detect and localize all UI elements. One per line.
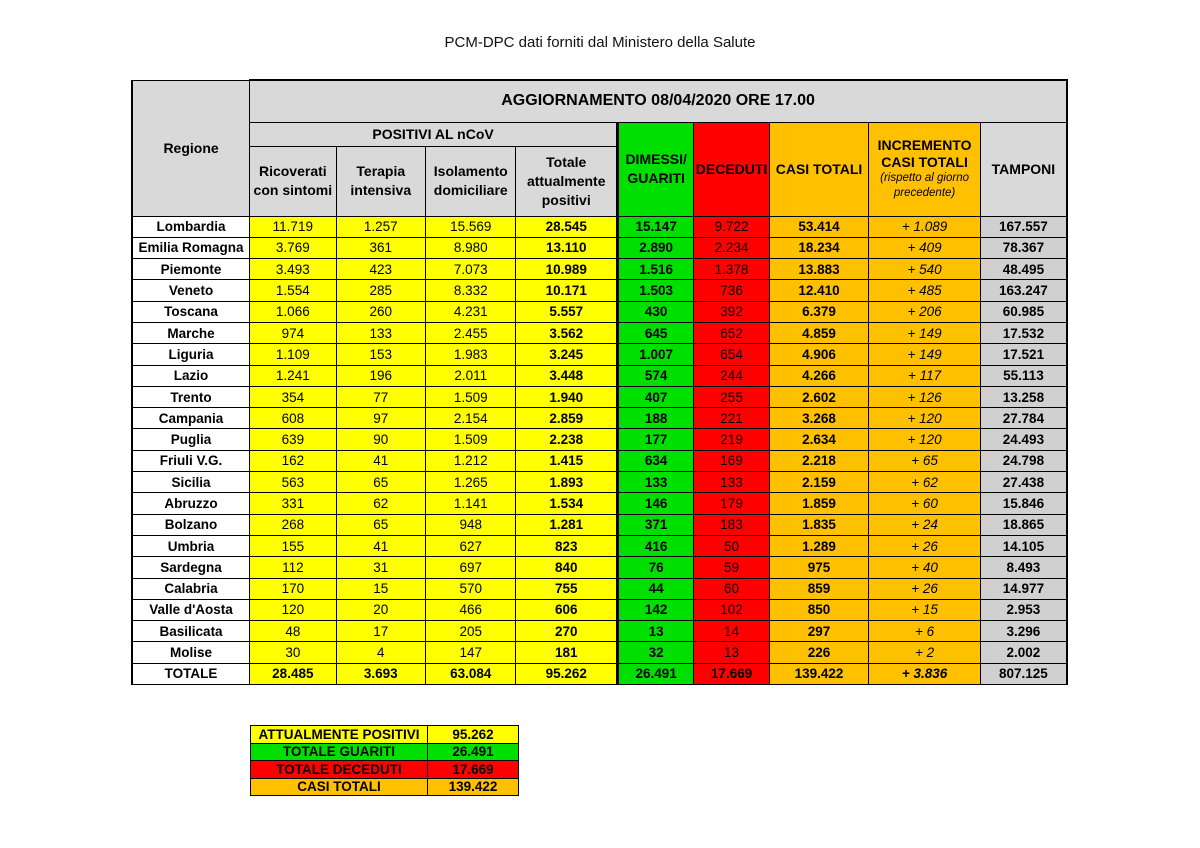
terapia-cell: 4 xyxy=(336,642,425,663)
casi-totali-cell: 4.859 xyxy=(769,322,869,343)
header-casi-totali: CASI TOTALI xyxy=(769,122,869,216)
dimessi-cell: 133 xyxy=(617,472,693,493)
casi-totali-cell: 1.859 xyxy=(769,493,869,514)
dimessi-cell: 188 xyxy=(617,408,693,429)
deceduti-cell: 183 xyxy=(694,514,769,535)
isolamento-cell: 697 xyxy=(426,557,516,578)
terapia-cell: 260 xyxy=(336,301,425,322)
incremento-cell: + 40 xyxy=(869,557,981,578)
summary-label: TOTALE GUARITI xyxy=(251,743,428,761)
ricoverati-cell: 1.066 xyxy=(250,301,336,322)
terapia-cell: 1.257 xyxy=(336,216,425,237)
table-body xyxy=(132,216,1067,684)
tamponi-cell: 3.296 xyxy=(980,621,1067,642)
tamponi-cell: 78.367 xyxy=(980,237,1067,258)
deceduti-cell: 219 xyxy=(694,429,769,450)
isolamento-cell: 2.154 xyxy=(426,408,516,429)
ricoverati-cell: 608 xyxy=(250,408,336,429)
total-tamponi-cell: 807.125 xyxy=(980,663,1067,684)
tamponi-cell: 27.438 xyxy=(980,472,1067,493)
dimessi-cell: 634 xyxy=(617,450,693,471)
casi-totali-cell: 6.379 xyxy=(769,301,869,322)
isolamento-cell: 570 xyxy=(426,578,516,599)
terapia-cell: 133 xyxy=(336,322,425,343)
deceduti-cell: 392 xyxy=(694,301,769,322)
terapia-cell: 65 xyxy=(336,472,425,493)
table-row xyxy=(132,344,1067,365)
table-row xyxy=(132,237,1067,258)
incremento-cell: + 149 xyxy=(869,344,981,365)
region-name: Bolzano xyxy=(132,514,250,535)
total-isolamento-cell: 63.084 xyxy=(426,663,516,684)
table-row xyxy=(132,365,1067,386)
totale-positivi-cell: 2.859 xyxy=(516,408,618,429)
incremento-cell: + 26 xyxy=(869,535,981,556)
header-ricoverati: Ricoverati con sintomi xyxy=(250,146,336,216)
incremento-cell: + 65 xyxy=(869,450,981,471)
deceduti-cell: 50 xyxy=(694,535,769,556)
tamponi-cell: 14.977 xyxy=(980,578,1067,599)
tamponi-cell: 15.846 xyxy=(980,493,1067,514)
terapia-cell: 97 xyxy=(336,408,425,429)
isolamento-cell: 948 xyxy=(426,514,516,535)
region-name: Valle d'Aosta xyxy=(132,599,250,620)
table-row xyxy=(132,472,1067,493)
ricoverati-cell: 120 xyxy=(250,599,336,620)
casi-totali-cell: 226 xyxy=(769,642,869,663)
summary-label: ATTUALMENTE POSITIVI xyxy=(251,726,428,744)
totale-positivi-cell: 1.893 xyxy=(516,472,618,493)
ricoverati-cell: 3.493 xyxy=(250,259,336,280)
totale-positivi-cell: 755 xyxy=(516,578,618,599)
totale-positivi-cell: 1.534 xyxy=(516,493,618,514)
header-dimessi: DIMESSI/ GUARITI xyxy=(617,122,693,216)
summary-row xyxy=(251,726,519,744)
table-row xyxy=(132,578,1067,599)
table-row xyxy=(132,216,1067,237)
totale-positivi-cell: 840 xyxy=(516,557,618,578)
deceduti-cell: 244 xyxy=(694,365,769,386)
region-name: Molise xyxy=(132,642,250,663)
terapia-cell: 41 xyxy=(336,535,425,556)
summary-table xyxy=(250,725,519,796)
table-row xyxy=(132,557,1067,578)
summary-row xyxy=(251,743,519,761)
incremento-cell: + 24 xyxy=(869,514,981,535)
deceduti-cell: 221 xyxy=(694,408,769,429)
header-totale-positivi: Totale attualmente positivi xyxy=(516,146,618,216)
dimessi-cell: 416 xyxy=(617,535,693,556)
isolamento-cell: 1.509 xyxy=(426,429,516,450)
dimessi-cell: 1.503 xyxy=(617,280,693,301)
tamponi-cell: 2.953 xyxy=(980,599,1067,620)
tamponi-cell: 48.495 xyxy=(980,259,1067,280)
isolamento-cell: 466 xyxy=(426,599,516,620)
summary-row xyxy=(251,778,519,796)
totale-positivi-cell: 823 xyxy=(516,535,618,556)
isolamento-cell: 8.980 xyxy=(426,237,516,258)
total-deceduti-cell: 17.669 xyxy=(694,663,769,684)
region-name: Lombardia xyxy=(132,216,250,237)
totale-positivi-cell: 1.415 xyxy=(516,450,618,471)
incremento-cell: + 540 xyxy=(869,259,981,280)
casi-totali-cell: 4.266 xyxy=(769,365,869,386)
table-row xyxy=(132,259,1067,280)
casi-totali-cell: 975 xyxy=(769,557,869,578)
tamponi-cell: 24.493 xyxy=(980,429,1067,450)
deceduti-cell: 102 xyxy=(694,599,769,620)
isolamento-cell: 1.265 xyxy=(426,472,516,493)
deceduti-cell: 654 xyxy=(694,344,769,365)
ricoverati-cell: 48 xyxy=(250,621,336,642)
terapia-cell: 62 xyxy=(336,493,425,514)
terapia-cell: 196 xyxy=(336,365,425,386)
table-row xyxy=(132,386,1067,407)
table-row xyxy=(132,450,1067,471)
deceduti-cell: 13 xyxy=(694,642,769,663)
dimessi-cell: 407 xyxy=(617,386,693,407)
isolamento-cell: 2.011 xyxy=(426,365,516,386)
total-casi-totali-cell: 139.422 xyxy=(769,663,869,684)
total-label: TOTALE xyxy=(132,663,250,684)
region-name: Lazio xyxy=(132,365,250,386)
tamponi-cell: 18.865 xyxy=(980,514,1067,535)
ricoverati-cell: 563 xyxy=(250,472,336,493)
update-title: AGGIORNAMENTO 08/04/2020 ORE 17.00 xyxy=(250,80,1067,122)
deceduti-cell: 736 xyxy=(694,280,769,301)
header-terapia: Terapia intensiva xyxy=(336,146,425,216)
total-row xyxy=(132,663,1067,684)
totale-positivi-cell: 10.989 xyxy=(516,259,618,280)
ricoverati-cell: 1.241 xyxy=(250,365,336,386)
total-incremento-cell: + 3.836 xyxy=(869,663,981,684)
header-deceduti: DECEDUTI xyxy=(694,122,769,216)
ricoverati-cell: 268 xyxy=(250,514,336,535)
ricoverati-cell: 11.719 xyxy=(250,216,336,237)
dimessi-cell: 146 xyxy=(617,493,693,514)
dimessi-cell: 2.890 xyxy=(617,237,693,258)
page-title: PCM-DPC dati forniti dal Ministero della Salute xyxy=(444,34,756,51)
summary-value: 26.491 xyxy=(428,743,519,761)
summary-row xyxy=(251,761,519,779)
table-row xyxy=(132,429,1067,450)
terapia-cell: 77 xyxy=(336,386,425,407)
total-dimessi-cell: 26.491 xyxy=(617,663,693,684)
deceduti-cell: 179 xyxy=(694,493,769,514)
deceduti-cell: 169 xyxy=(694,450,769,471)
table-row xyxy=(132,280,1067,301)
ricoverati-cell: 1.554 xyxy=(250,280,336,301)
totale-positivi-cell: 13.110 xyxy=(516,237,618,258)
covid-data-table xyxy=(131,79,1068,685)
isolamento-cell: 1.983 xyxy=(426,344,516,365)
incremento-cell: + 26 xyxy=(869,578,981,599)
totale-positivi-cell: 606 xyxy=(516,599,618,620)
terapia-cell: 20 xyxy=(336,599,425,620)
incremento-cell: + 6 xyxy=(869,621,981,642)
header-isolamento: Isolamento domiciliare xyxy=(426,146,516,216)
totale-positivi-cell: 5.557 xyxy=(516,301,618,322)
summary-value: 95.262 xyxy=(428,726,519,744)
deceduti-cell: 255 xyxy=(694,386,769,407)
isolamento-cell: 1.509 xyxy=(426,386,516,407)
totale-positivi-cell: 3.562 xyxy=(516,322,618,343)
table-row xyxy=(132,599,1067,620)
region-name: Sicilia xyxy=(132,472,250,493)
region-name: Umbria xyxy=(132,535,250,556)
terapia-cell: 361 xyxy=(336,237,425,258)
incremento-cell: + 15 xyxy=(869,599,981,620)
region-name: Veneto xyxy=(132,280,250,301)
dimessi-cell: 177 xyxy=(617,429,693,450)
incremento-cell: + 485 xyxy=(869,280,981,301)
terapia-cell: 285 xyxy=(336,280,425,301)
terapia-cell: 15 xyxy=(336,578,425,599)
isolamento-cell: 2.455 xyxy=(426,322,516,343)
casi-totali-cell: 12.410 xyxy=(769,280,869,301)
ricoverati-cell: 155 xyxy=(250,535,336,556)
tamponi-cell: 55.113 xyxy=(980,365,1067,386)
total-terapia-cell: 3.693 xyxy=(336,663,425,684)
table-row xyxy=(132,493,1067,514)
dimessi-cell: 32 xyxy=(617,642,693,663)
tamponi-cell: 27.784 xyxy=(980,408,1067,429)
terapia-cell: 90 xyxy=(336,429,425,450)
isolamento-cell: 8.332 xyxy=(426,280,516,301)
ricoverati-cell: 639 xyxy=(250,429,336,450)
terapia-cell: 31 xyxy=(336,557,425,578)
header-positivi-group: POSITIVI AL nCoV xyxy=(250,122,618,146)
isolamento-cell: 7.073 xyxy=(426,259,516,280)
totale-positivi-cell: 3.245 xyxy=(516,344,618,365)
totale-positivi-cell: 10.171 xyxy=(516,280,618,301)
tamponi-cell: 2.002 xyxy=(980,642,1067,663)
total-totale-positivi-cell: 95.262 xyxy=(516,663,618,684)
casi-totali-cell: 859 xyxy=(769,578,869,599)
tamponi-cell: 14.105 xyxy=(980,535,1067,556)
region-name: Toscana xyxy=(132,301,250,322)
region-name: Campania xyxy=(132,408,250,429)
summary-value: 139.422 xyxy=(428,778,519,796)
casi-totali-cell: 297 xyxy=(769,621,869,642)
incremento-cell: + 2 xyxy=(869,642,981,663)
terapia-cell: 17 xyxy=(336,621,425,642)
region-name: Calabria xyxy=(132,578,250,599)
table-row xyxy=(132,642,1067,663)
casi-totali-cell: 2.159 xyxy=(769,472,869,493)
deceduti-cell: 59 xyxy=(694,557,769,578)
tamponi-cell: 17.521 xyxy=(980,344,1067,365)
ricoverati-cell: 30 xyxy=(250,642,336,663)
tamponi-cell: 8.493 xyxy=(980,557,1067,578)
isolamento-cell: 15.569 xyxy=(426,216,516,237)
summary-body xyxy=(251,726,519,796)
deceduti-cell: 2.234 xyxy=(694,237,769,258)
casi-totali-cell: 18.234 xyxy=(769,237,869,258)
ricoverati-cell: 354 xyxy=(250,386,336,407)
dimessi-cell: 15.147 xyxy=(617,216,693,237)
tamponi-cell: 13.258 xyxy=(980,386,1067,407)
dimessi-cell: 371 xyxy=(617,514,693,535)
region-name: Liguria xyxy=(132,344,250,365)
isolamento-cell: 147 xyxy=(426,642,516,663)
casi-totali-cell: 1.835 xyxy=(769,514,869,535)
ricoverati-cell: 3.769 xyxy=(250,237,336,258)
totale-positivi-cell: 2.238 xyxy=(516,429,618,450)
casi-totali-cell: 4.906 xyxy=(769,344,869,365)
deceduti-cell: 9.722 xyxy=(694,216,769,237)
ricoverati-cell: 331 xyxy=(250,493,336,514)
ricoverati-cell: 112 xyxy=(250,557,336,578)
isolamento-cell: 627 xyxy=(426,535,516,556)
summary-label: TOTALE DECEDUTI xyxy=(251,761,428,779)
incremento-cell: + 206 xyxy=(869,301,981,322)
ricoverati-cell: 162 xyxy=(250,450,336,471)
incremento-cell: + 60 xyxy=(869,493,981,514)
totale-positivi-cell: 1.940 xyxy=(516,386,618,407)
incremento-cell: + 1.089 xyxy=(869,216,981,237)
incremento-cell: + 62 xyxy=(869,472,981,493)
table-row xyxy=(132,535,1067,556)
ricoverati-cell: 1.109 xyxy=(250,344,336,365)
summary-label: CASI TOTALI xyxy=(251,778,428,796)
terapia-cell: 423 xyxy=(336,259,425,280)
ricoverati-cell: 974 xyxy=(250,322,336,343)
header-region: Regione xyxy=(132,80,250,216)
isolamento-cell: 4.231 xyxy=(426,301,516,322)
tamponi-cell: 163.247 xyxy=(980,280,1067,301)
tamponi-cell: 17.532 xyxy=(980,322,1067,343)
isolamento-cell: 205 xyxy=(426,621,516,642)
header-tamponi: TAMPONI xyxy=(980,122,1067,216)
casi-totali-cell: 53.414 xyxy=(769,216,869,237)
header-incremento xyxy=(869,122,981,216)
ricoverati-cell: 170 xyxy=(250,578,336,599)
totale-positivi-cell: 270 xyxy=(516,621,618,642)
totale-positivi-cell: 28.545 xyxy=(516,216,618,237)
deceduti-cell: 652 xyxy=(694,322,769,343)
dimessi-cell: 645 xyxy=(617,322,693,343)
tamponi-cell: 60.985 xyxy=(980,301,1067,322)
dimessi-cell: 44 xyxy=(617,578,693,599)
terapia-cell: 41 xyxy=(336,450,425,471)
total-ricoverati-cell: 28.485 xyxy=(250,663,336,684)
deceduti-cell: 60 xyxy=(694,578,769,599)
incremento-cell: + 120 xyxy=(869,429,981,450)
region-name: Marche xyxy=(132,322,250,343)
casi-totali-cell: 850 xyxy=(769,599,869,620)
casi-totali-cell: 1.289 xyxy=(769,535,869,556)
deceduti-cell: 1.378 xyxy=(694,259,769,280)
table-row xyxy=(132,514,1067,535)
tamponi-cell: 24.798 xyxy=(980,450,1067,471)
casi-totali-cell: 13.883 xyxy=(769,259,869,280)
isolamento-cell: 1.212 xyxy=(426,450,516,471)
terapia-cell: 65 xyxy=(336,514,425,535)
dimessi-cell: 13 xyxy=(617,621,693,642)
incremento-title: INCREMENTO CASI TOTALI xyxy=(877,137,972,170)
table-row xyxy=(132,408,1067,429)
casi-totali-cell: 2.218 xyxy=(769,450,869,471)
region-name: Abruzzo xyxy=(132,493,250,514)
totale-positivi-cell: 3.448 xyxy=(516,365,618,386)
dimessi-cell: 574 xyxy=(617,365,693,386)
deceduti-cell: 14 xyxy=(694,621,769,642)
dimessi-cell: 76 xyxy=(617,557,693,578)
dimessi-cell: 142 xyxy=(617,599,693,620)
tamponi-cell: 167.557 xyxy=(980,216,1067,237)
dimessi-cell: 430 xyxy=(617,301,693,322)
summary-value: 17.669 xyxy=(428,761,519,779)
region-name: Trento xyxy=(132,386,250,407)
region-name: Puglia xyxy=(132,429,250,450)
dimessi-cell: 1.007 xyxy=(617,344,693,365)
incremento-cell: + 409 xyxy=(869,237,981,258)
casi-totali-cell: 2.602 xyxy=(769,386,869,407)
incremento-cell: + 117 xyxy=(869,365,981,386)
incremento-cell: + 126 xyxy=(869,386,981,407)
region-name: Emilia Romagna xyxy=(132,237,250,258)
casi-totali-cell: 3.268 xyxy=(769,408,869,429)
casi-totali-cell: 2.634 xyxy=(769,429,869,450)
deceduti-cell: 133 xyxy=(694,472,769,493)
dimessi-cell: 1.516 xyxy=(617,259,693,280)
region-name: Basilicata xyxy=(132,621,250,642)
totale-positivi-cell: 181 xyxy=(516,642,618,663)
table-row xyxy=(132,322,1067,343)
region-name: Piemonte xyxy=(132,259,250,280)
table-row xyxy=(132,301,1067,322)
incremento-note: (rispetto al giorno precedente) xyxy=(880,172,969,199)
region-name: Sardegna xyxy=(132,557,250,578)
region-name: Friuli V.G. xyxy=(132,450,250,471)
incremento-cell: + 149 xyxy=(869,322,981,343)
terapia-cell: 153 xyxy=(336,344,425,365)
isolamento-cell: 1.141 xyxy=(426,493,516,514)
incremento-cell: + 120 xyxy=(869,408,981,429)
totale-positivi-cell: 1.281 xyxy=(516,514,618,535)
table-row xyxy=(132,621,1067,642)
